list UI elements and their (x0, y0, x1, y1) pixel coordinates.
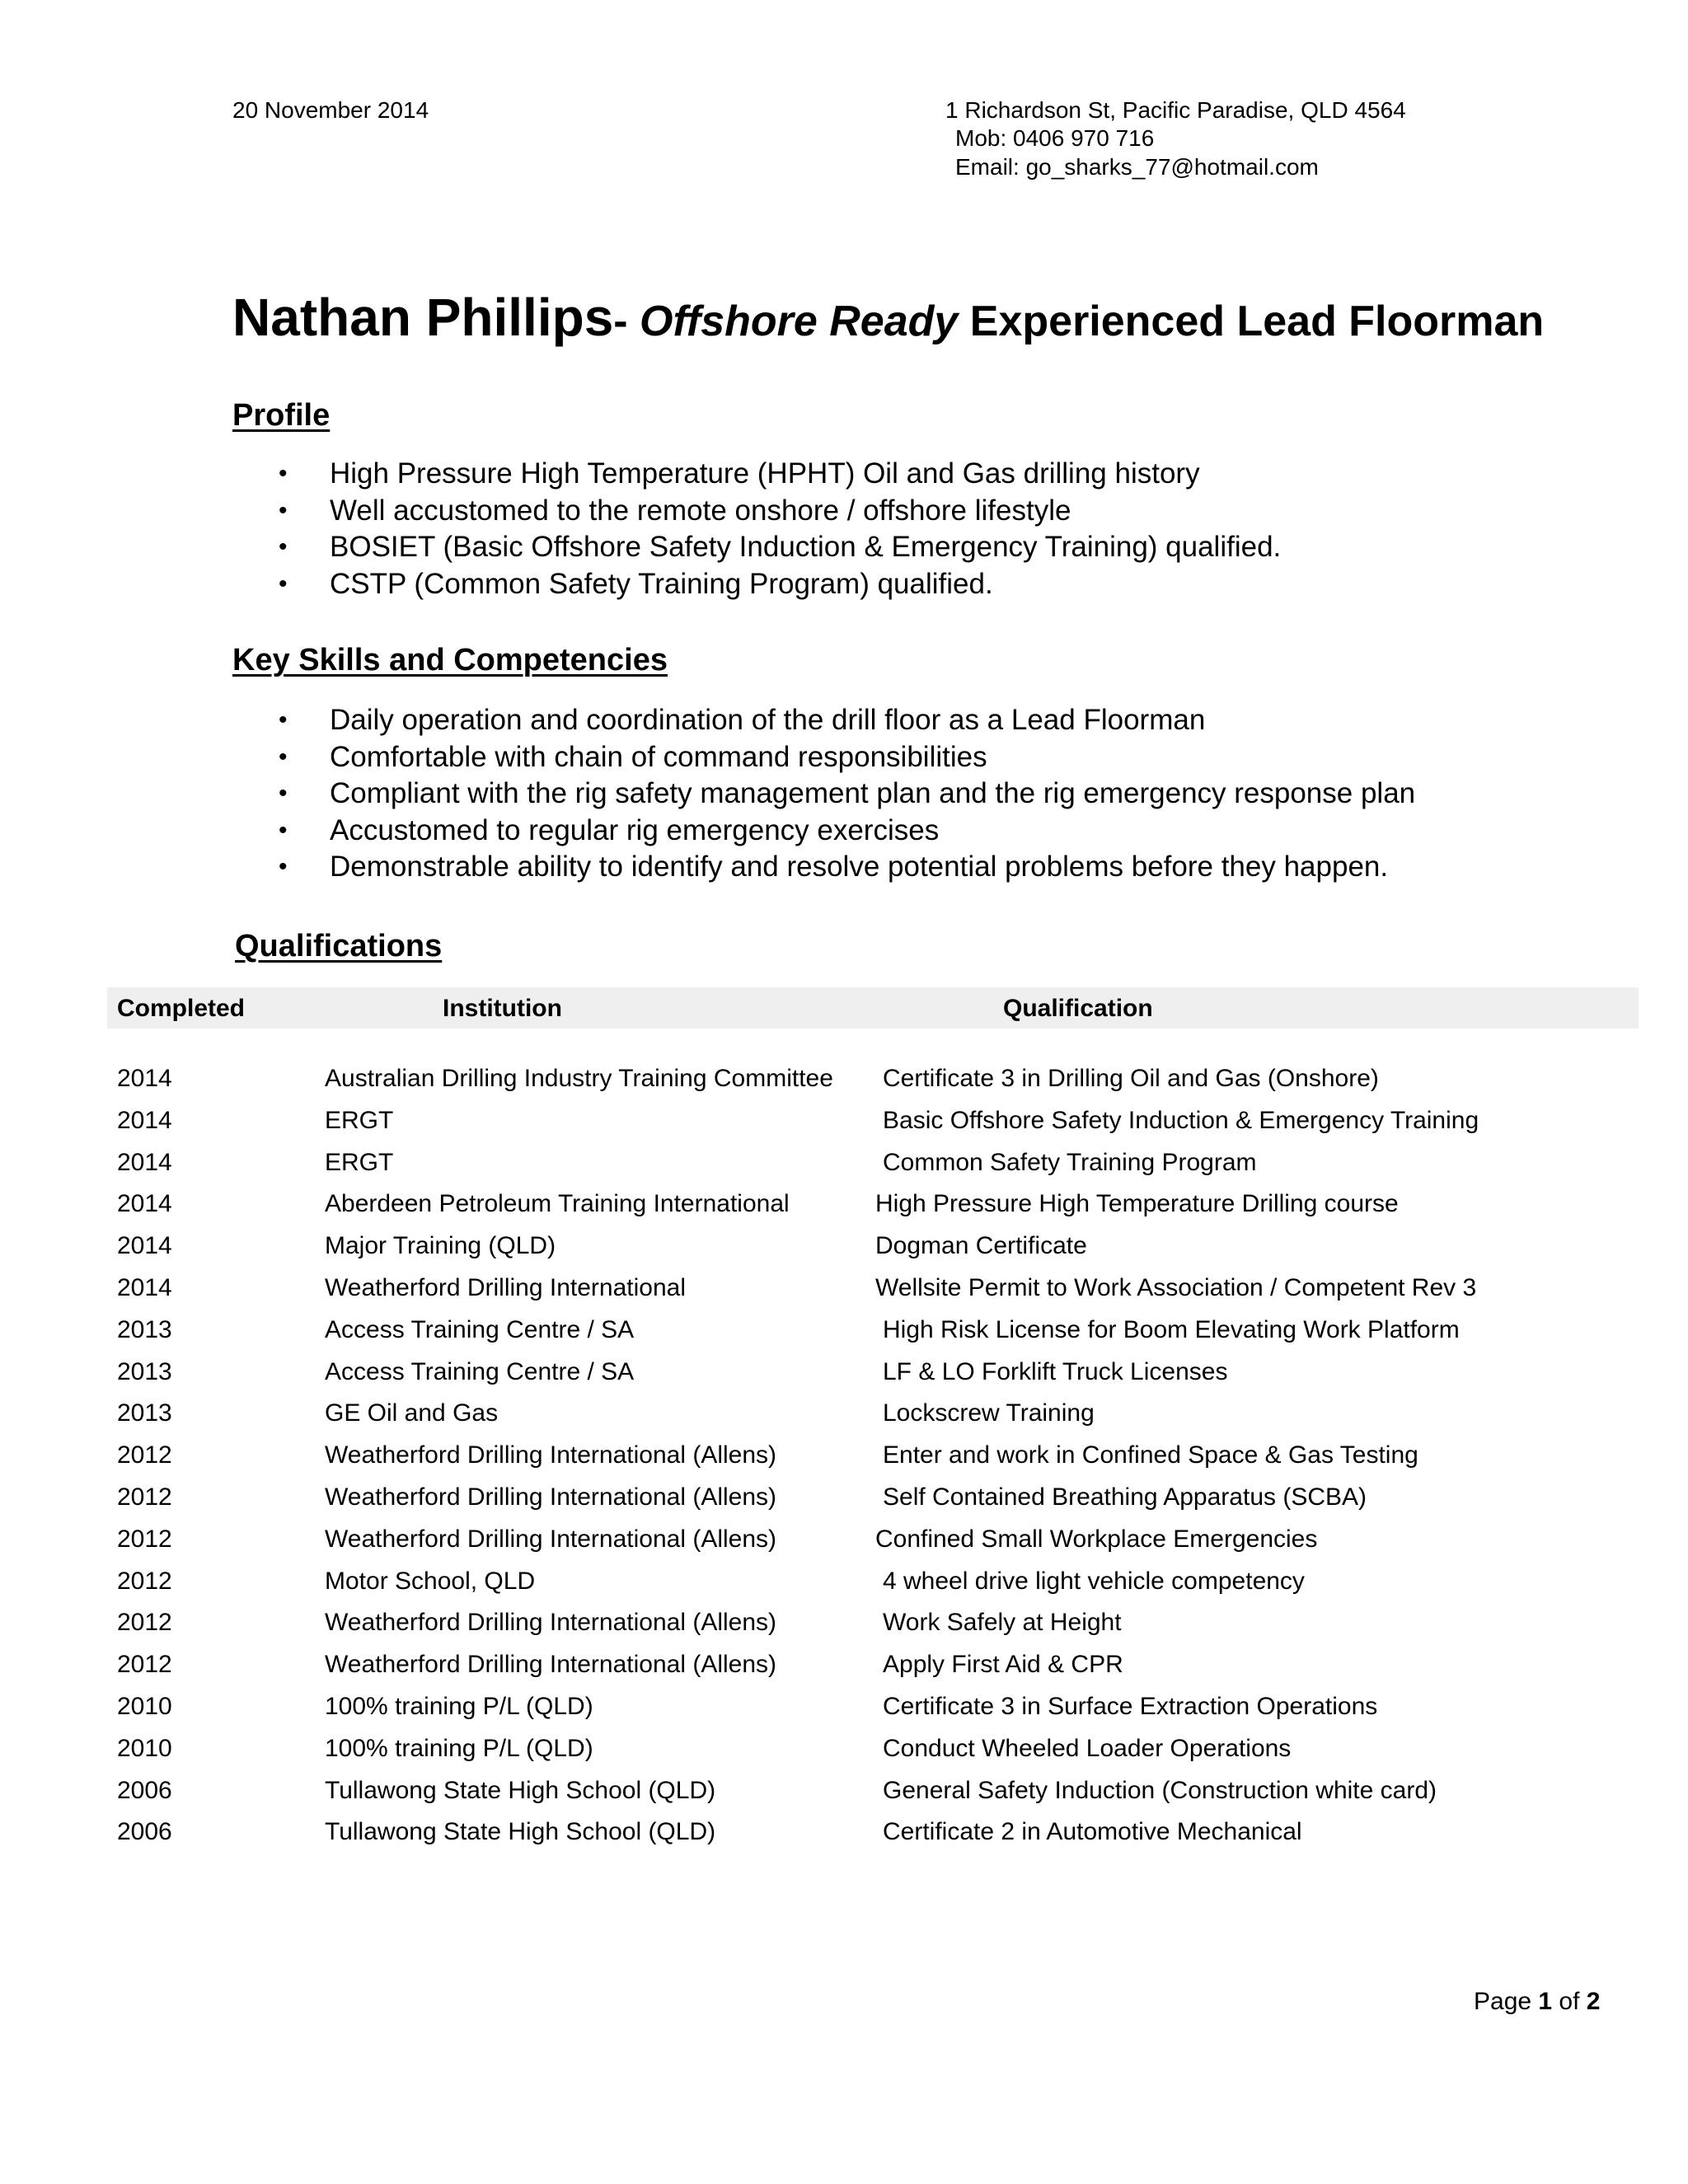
institution-cell: Weatherford Drilling International (Allens) (325, 1441, 777, 1469)
qualifications-heading: Qualifications (235, 929, 443, 963)
table-row (0, 1816, 1688, 1858)
institution-cell: Major Training (QLD) (325, 1232, 556, 1260)
institution-cell: Access Training Centre / SA (325, 1315, 635, 1343)
bullet-icon: • (279, 533, 288, 560)
contact-mobile: Mob: 0406 970 716 (955, 125, 1155, 151)
list-item-text: Comfortable with chain of command responsibilities (330, 740, 987, 773)
year-cell: 2013 (117, 1315, 172, 1343)
table-row (0, 1732, 1688, 1774)
list-item-text: BOSIET (Basic Offshore Safety Induction & Emergency Training) qualified. (330, 531, 1282, 563)
qualification-cell: General Safety Induction (Construction white card) (883, 1776, 1437, 1804)
institution-cell: Access Training Centre / SA (325, 1357, 635, 1385)
institution-cell: 100% training P/L (QLD) (325, 1734, 593, 1762)
qualification-cell: Wellsite Permit to Work Association / Competent Rev 3 (875, 1273, 1477, 1301)
institution-cell: Motor School, QLD (325, 1567, 536, 1595)
table-row (0, 1146, 1688, 1188)
year-cell: 2006 (117, 1776, 172, 1804)
candidate-name: Nathan Phillips (232, 288, 614, 347)
institution-cell: Weatherford Drilling International (Allens) (325, 1609, 777, 1637)
bullet-icon: • (279, 496, 288, 524)
year-cell: 2012 (117, 1567, 172, 1595)
qualification-cell: Work Safely at Height (883, 1609, 1122, 1637)
title-separator: - (613, 298, 640, 345)
qualification-cell: Dogman Certificate (875, 1232, 1087, 1260)
year-cell: 2012 (117, 1651, 172, 1679)
year-cell: 2013 (117, 1399, 172, 1427)
table-row (0, 1774, 1688, 1816)
qualification-cell: Common Safety Training Program (883, 1148, 1257, 1176)
table-row (0, 1523, 1688, 1565)
table-row (0, 1397, 1688, 1439)
table-row (0, 1439, 1688, 1481)
qualification-cell: High Pressure High Temperature Drilling course (875, 1190, 1399, 1218)
skills-heading: Key Skills and Competencies (232, 643, 668, 677)
qualification-cell: Enter and work in Confined Space & Gas Testing (883, 1441, 1418, 1469)
qualification-cell: Certificate 3 in Surface Extraction Operations (883, 1692, 1378, 1720)
qualification-cell: Certificate 2 in Automotive Mechanical (883, 1818, 1302, 1846)
page-prefix: Page (1474, 1988, 1539, 2015)
page-of: of (1552, 1988, 1587, 2015)
bullet-icon: • (279, 816, 288, 844)
contact-address: 1 Richardson St, Pacific Paradise, QLD 4564 (945, 97, 1406, 123)
institution-cell: Australian Drilling Industry Training Committee (325, 1065, 833, 1092)
contact-email: Email: go_sharks_77@hotmail.com (955, 154, 1319, 180)
list-item-text: High Pressure High Temperature (HPHT) Oil and Gas drilling history (330, 457, 1200, 490)
bullet-icon: • (279, 706, 288, 733)
institution-cell: Weatherford Drilling International (325, 1273, 687, 1301)
qualification-cell: Certificate 3 in Drilling Oil and Gas (Onshore) (883, 1065, 1379, 1092)
year-cell: 2014 (117, 1232, 172, 1260)
year-cell: 2014 (117, 1273, 172, 1301)
institution-cell: Weatherford Drilling International (Allens) (325, 1483, 777, 1511)
table-row (0, 1230, 1688, 1272)
year-cell: 2014 (117, 1190, 172, 1218)
year-cell: 2014 (117, 1106, 172, 1134)
qualifications-table-header (107, 987, 1639, 1029)
bullet-icon: • (279, 853, 288, 880)
qualification-cell: Apply First Aid & CPR (883, 1651, 1123, 1679)
qualification-cell: High Risk License for Boom Elevating Work Platform (883, 1315, 1460, 1343)
list-item-text: Well accustomed to the remote onshore / offshore lifestyle (330, 494, 1071, 527)
institution-cell: Weatherford Drilling International (Allens) (325, 1525, 777, 1553)
year-cell: 2012 (117, 1483, 172, 1511)
table-row (0, 1356, 1688, 1398)
list-item-text: CSTP (Common Safety Training Program) qualified. (330, 567, 993, 600)
table-row (0, 1606, 1688, 1648)
institution-cell: Weatherford Drilling International (Allens) (325, 1651, 777, 1679)
table-row (0, 1314, 1688, 1356)
page-total: 2 (1586, 1988, 1601, 2015)
year-cell: 2012 (117, 1609, 172, 1637)
table-row (0, 1104, 1688, 1146)
qualification-cell: Confined Small Workplace Emergencies (875, 1525, 1318, 1553)
year-cell: 2013 (117, 1357, 172, 1385)
table-row (0, 1565, 1688, 1607)
bullet-icon: • (279, 743, 288, 771)
bullet-icon: • (279, 569, 288, 598)
table-row (0, 1481, 1688, 1523)
list-item-text: Demonstrable ability to identify and resolve potential problems before they happen. (330, 851, 1389, 883)
year-cell: 2010 (117, 1692, 172, 1720)
institution-cell: Aberdeen Petroleum Training International (325, 1190, 790, 1218)
year-cell: 2012 (117, 1441, 172, 1469)
institution-cell: Tullawong State High School (QLD) (325, 1818, 716, 1846)
bullet-icon: • (279, 780, 288, 807)
year-cell: 2014 (117, 1148, 172, 1176)
list-item-text: Compliant with the rig safety management plan and the rig emergency response plan (330, 777, 1416, 809)
institution-cell: ERGT (325, 1148, 394, 1176)
table-row (0, 1272, 1688, 1314)
column-header-institution: Institution (443, 995, 562, 1022)
qualification-cell: Conduct Wheeled Loader Operations (883, 1734, 1292, 1762)
year-cell: 2010 (117, 1734, 172, 1762)
resume-title (232, 287, 1544, 348)
year-cell: 2012 (117, 1525, 172, 1553)
column-header-completed: Completed (117, 995, 246, 1022)
qualification-cell: 4 wheel drive light vehicle competency (883, 1567, 1305, 1595)
list-item-text: Daily operation and coordination of the drill floor as a Lead Floorman (330, 704, 1206, 736)
institution-cell: ERGT (325, 1106, 394, 1134)
page-number (1474, 1988, 1600, 2016)
table-row (0, 1188, 1688, 1230)
year-cell: 2014 (117, 1065, 172, 1092)
qualification-cell: Lockscrew Training (883, 1399, 1095, 1427)
year-cell: 2006 (117, 1818, 172, 1846)
profile-heading: Profile (232, 398, 331, 433)
bullet-icon: • (279, 460, 288, 487)
table-row (0, 1648, 1688, 1690)
qualification-cell: Self Contained Breathing Apparatus (SCBA) (883, 1483, 1367, 1511)
table-row (0, 1690, 1688, 1732)
page-current: 1 (1538, 1988, 1553, 2015)
qualification-cell: LF & LO Forklift Truck Licenses (883, 1357, 1228, 1385)
qualification-cell: Basic Offshore Safety Induction & Emergency Training (883, 1106, 1479, 1134)
title-tagline: Offshore Ready (640, 298, 959, 345)
title-role: Experienced Lead Floorman (958, 298, 1545, 345)
qualifications-table-body (0, 1062, 1688, 1858)
letter-date: 20 November 2014 (232, 97, 429, 123)
column-header-qualification: Qualification (1003, 995, 1153, 1022)
institution-cell: 100% training P/L (QLD) (325, 1692, 593, 1720)
list-item-text: Accustomed to regular rig emergency exercises (330, 813, 940, 846)
table-row (0, 1062, 1688, 1104)
institution-cell: GE Oil and Gas (325, 1399, 499, 1427)
institution-cell: Tullawong State High School (QLD) (325, 1776, 716, 1804)
